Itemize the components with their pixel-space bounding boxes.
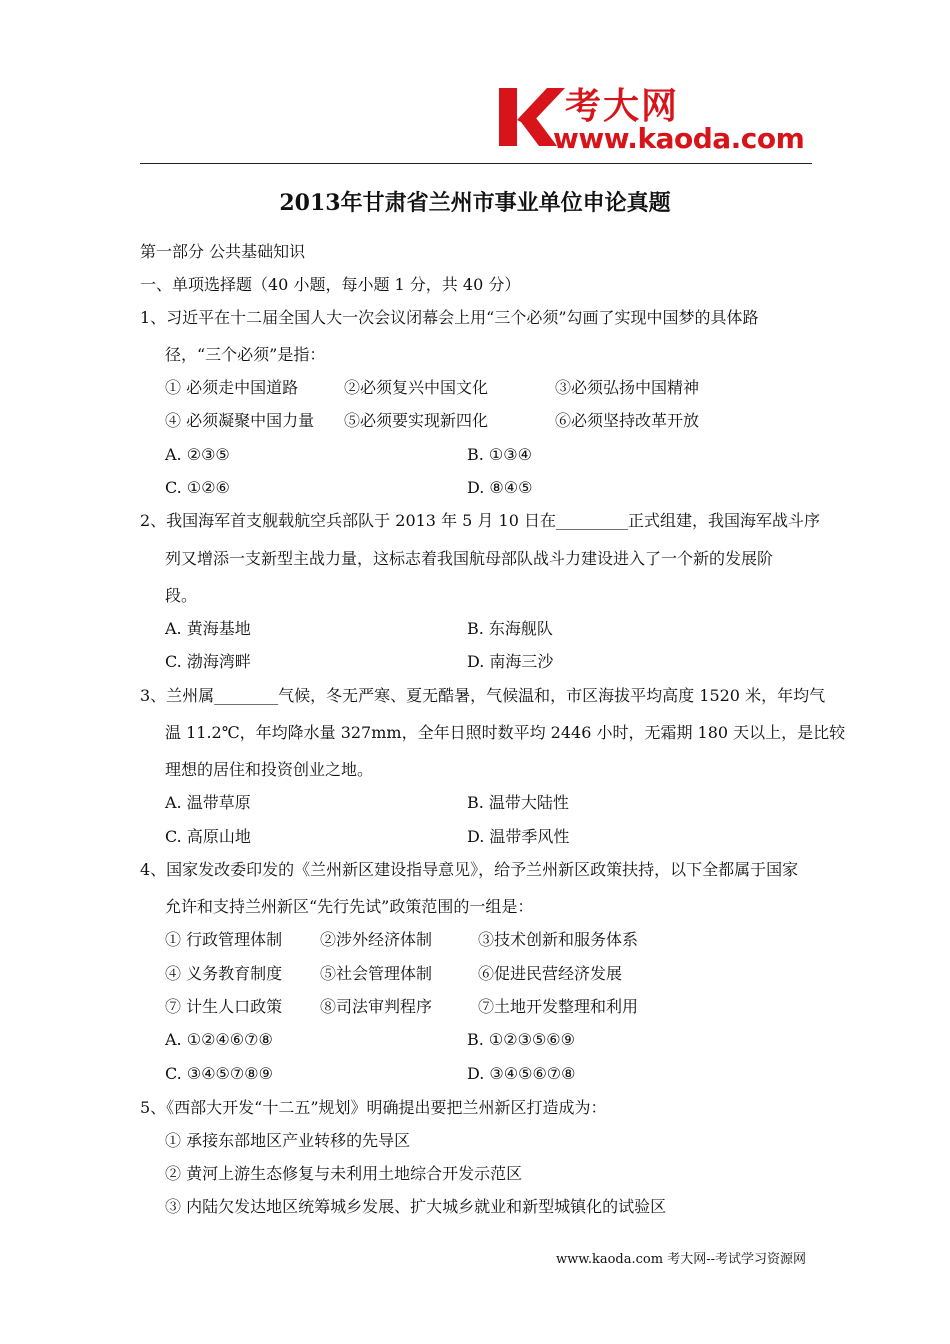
q2-option-c: C. 渤海湾畔 bbox=[165, 652, 251, 671]
q1-item: ②必须复兴中国文化 bbox=[344, 378, 489, 397]
q1-item: ③必须弘扬中国精神 bbox=[555, 378, 700, 397]
section-heading: 第一部分 公共基础知识 bbox=[140, 242, 306, 261]
q4-option-d: D. ③④⑤⑥⑦⑧ bbox=[467, 1064, 576, 1083]
kaoda-logo bbox=[495, 78, 815, 158]
q4-item: ⑦土地开发整理和利用 bbox=[478, 997, 639, 1016]
q4-item: ⑧司法审判程序 bbox=[320, 997, 433, 1016]
q4-item: ⑤社会管理体制 bbox=[320, 964, 433, 983]
part-heading: 一、单项选择题（40 小题，每小题 1 分，共 40 分） bbox=[140, 275, 521, 294]
q1-option-c: C. ①②⑥ bbox=[165, 478, 230, 497]
q3-option-b: B. 温带大陆性 bbox=[467, 793, 569, 812]
q1-stem-line1: 1、习近平在十二届全国人大一次会议闭幕会上用“三个必须”勾画了实现中国梦的具体路 bbox=[140, 308, 759, 327]
q4-item: ⑥促进民营经济发展 bbox=[478, 964, 623, 983]
page-title: 2013年甘肃省兰州市事业单位申论真题 bbox=[279, 190, 671, 216]
page-footer: www.kaoda.com 考大网--考试学习资源网 bbox=[556, 1252, 806, 1267]
q1-item: ① 必须走中国道路 bbox=[165, 378, 299, 397]
header-divider bbox=[140, 163, 812, 164]
q4-stem-line2: 允许和支持兰州新区“先行先试”政策范围的一组是： bbox=[165, 897, 534, 916]
q4-option-c: C. ③④⑤⑦⑧⑨ bbox=[165, 1064, 273, 1083]
q3-stem-line2: 温 11.2℃，年均降水量 327mm，全年日照时数平均 2446 小时，无霜期 180 天以上，是比较 bbox=[165, 723, 846, 742]
q4-item: ②涉外经济体制 bbox=[320, 930, 433, 949]
q1-option-b: B. ①③④ bbox=[467, 445, 532, 464]
q2-option-d: D. 南海三沙 bbox=[467, 652, 554, 671]
q4-item: ④ 义务教育制度 bbox=[165, 964, 283, 983]
q2-option-a: A. 黄海基地 bbox=[165, 619, 251, 638]
q2-stem-line1: 2、我国海军首支舰载航空兵部队于 2013 年 5 月 10 日在_________正式组建，我国海军战斗序 bbox=[140, 511, 820, 530]
q4-item: ③技术创新和服务体系 bbox=[478, 930, 639, 949]
q3-option-c: C. 高原山地 bbox=[165, 827, 251, 846]
q3-option-d: D. 温带季风性 bbox=[467, 827, 570, 846]
q1-stem-line2: 径，“三个必须”是指： bbox=[165, 345, 326, 364]
q1-option-a: A. ②③⑤ bbox=[165, 445, 230, 464]
q4-stem-line1: 4、国家发改委印发的《兰州新区建设指导意见》，给予兰州新区政策扶持，以下全都属于国家 bbox=[140, 860, 799, 879]
logo-brand: 考大网 bbox=[565, 86, 680, 127]
q4-item: ⑦ 计生人口政策 bbox=[165, 997, 283, 1016]
logo-url: www.kaoda.com bbox=[553, 122, 805, 155]
q3-stem-line3: 理想的居住和投资创业之地。 bbox=[165, 760, 374, 779]
q4-option-a: A. ①②④⑥⑦⑧ bbox=[165, 1030, 273, 1049]
q2-stem-line3: 段。 bbox=[165, 586, 198, 605]
q2-stem-line2: 列又增添一支新型主战力量，这标志着我国航母部队战斗力建设进入了一个新的发展阶 bbox=[165, 549, 774, 568]
q1-option-d: D. ⑧④⑤ bbox=[467, 478, 533, 497]
q4-option-b: B. ①②③⑤⑥⑨ bbox=[467, 1030, 575, 1049]
q5-item: ① 承接东部地区产业转移的先导区 bbox=[165, 1131, 411, 1150]
q5-stem-line1: 5、《西部大开发“十二五”规划》明确提出要把兰州新区打造成为： bbox=[140, 1098, 607, 1117]
q5-item: ③ 内陆欠发达地区统筹城乡发展、扩大城乡就业和新型城镇化的试验区 bbox=[165, 1197, 667, 1216]
q2-option-b: B. 东海舰队 bbox=[467, 619, 553, 638]
q4-item: ① 行政管理体制 bbox=[165, 930, 283, 949]
q1-item: ⑤必须要实现新四化 bbox=[344, 411, 489, 430]
q5-item: ② 黄河上游生态修复与未利用土地综合开发示范区 bbox=[165, 1164, 523, 1183]
q1-item: ④ 必须凝聚中国力量 bbox=[165, 411, 315, 430]
q3-option-a: A. 温带草原 bbox=[165, 793, 251, 812]
q3-stem-line1: 3、兰州属________气候，冬无严寒、夏无酷暑，气候温和，市区海拔平均高度 1520 米，年均气 bbox=[140, 686, 826, 705]
q1-item: ⑥必须坚持改革开放 bbox=[555, 411, 700, 430]
